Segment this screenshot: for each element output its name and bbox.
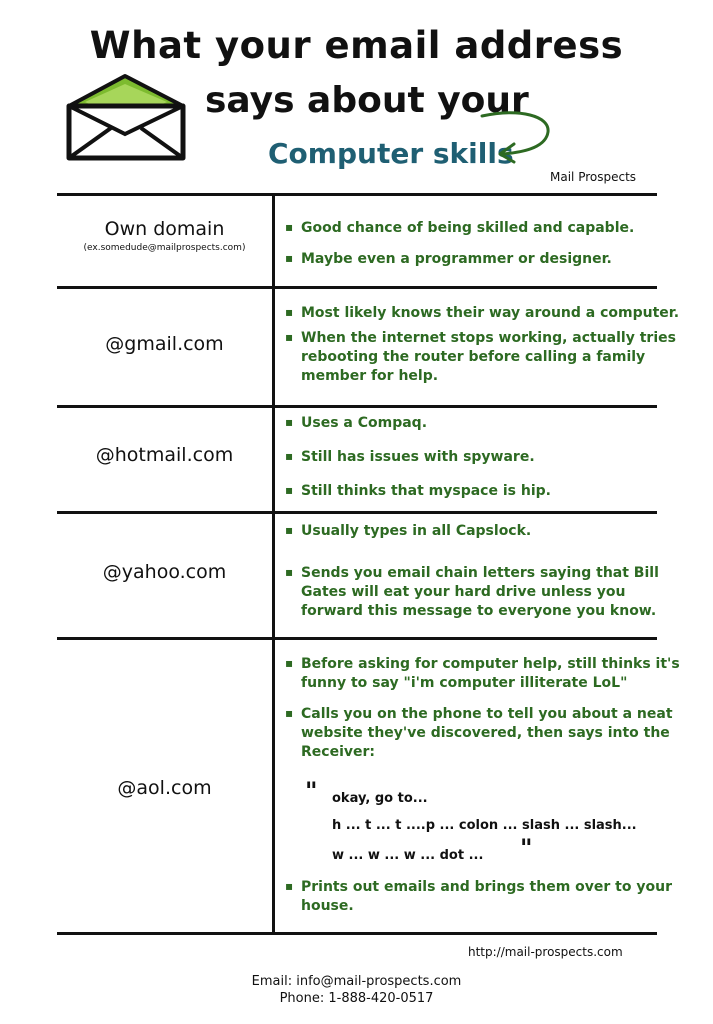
list-item: ▪ Still thinks that myspace is hip. bbox=[285, 482, 690, 501]
row-label-hotmail: @hotmail.com bbox=[95, 444, 234, 466]
close-quote-mark: " bbox=[520, 834, 533, 862]
subtitle: Computer skills bbox=[268, 137, 514, 170]
open-quote-mark: " bbox=[305, 777, 318, 805]
bullet-list-own-domain bbox=[285, 219, 690, 269]
row-label-gmail: @gmail.com bbox=[105, 333, 224, 355]
table-bottom-rule bbox=[57, 932, 657, 935]
website-link[interactable]: http://mail-prospects.com bbox=[468, 945, 623, 959]
list-item: ▪ Sends you email chain letters saying that Bill Gates will eat your hard drive unless you forward this message to everyone you know. bbox=[285, 564, 690, 621]
row-divider bbox=[57, 511, 657, 514]
list-item: ▪ Before asking for computer help, still thinks it's funny to say "i'm computer illiterate LoL" bbox=[285, 655, 690, 693]
row-label-yahoo: @yahoo.com bbox=[102, 561, 227, 583]
contact-phone: Phone: 1-888-420-0517 bbox=[279, 991, 434, 1006]
list-item: ▪ Most likely knows their way around a computer. bbox=[285, 304, 690, 323]
row-divider bbox=[57, 637, 657, 640]
list-item: ▪ Still has issues with spyware. bbox=[285, 448, 690, 467]
bullet-list-aol bbox=[285, 655, 690, 762]
row-label-own-domain bbox=[58, 218, 271, 253]
contact-email[interactable]: Email: info@mail-prospects.com bbox=[251, 974, 462, 989]
title-line-2: says about your bbox=[205, 80, 529, 121]
quote-line: h ... t ... t ....p ... colon ... slash ... slash... bbox=[332, 818, 637, 833]
list-item: ▪ Good chance of being skilled and capable. bbox=[285, 219, 690, 238]
row-label-text: Own domain bbox=[104, 218, 225, 240]
title-line-1: What your email address bbox=[89, 24, 624, 67]
bullet-list-aol-last bbox=[285, 878, 690, 916]
column-divider bbox=[272, 193, 275, 935]
list-item: ▪ When the internet stops working, actually tries rebooting the router before calling a family member for help. bbox=[285, 329, 690, 386]
row-divider bbox=[57, 405, 657, 408]
list-item: ▪ Prints out emails and brings them over to your house. bbox=[285, 878, 690, 916]
brand-label: Mail Prospects bbox=[550, 170, 637, 184]
list-item: ▪ Calls you on the phone to tell you about a neat website they've discovered, then says into the Receiver: bbox=[285, 705, 690, 762]
bullet-list-gmail bbox=[285, 304, 690, 386]
list-item: ▪ Usually types in all Capslock. bbox=[285, 522, 690, 541]
quote-line: okay, go to... bbox=[332, 791, 428, 806]
row-label-aol: @aol.com bbox=[117, 777, 212, 799]
quote-line: w ... w ... w ... dot ... bbox=[332, 848, 484, 863]
list-item: ▪ Maybe even a programmer or designer. bbox=[285, 250, 690, 269]
row-sublabel: (ex.somedude@mailprospects.com) bbox=[83, 243, 246, 253]
bullet-list-yahoo bbox=[285, 522, 690, 621]
row-divider bbox=[57, 286, 657, 289]
bullet-list-hotmail bbox=[285, 414, 690, 501]
envelope-icon bbox=[63, 70, 188, 162]
curved-arrow-icon bbox=[480, 108, 570, 168]
list-item: ▪ Uses a Compaq. bbox=[285, 414, 690, 433]
table-top-rule bbox=[57, 193, 657, 196]
